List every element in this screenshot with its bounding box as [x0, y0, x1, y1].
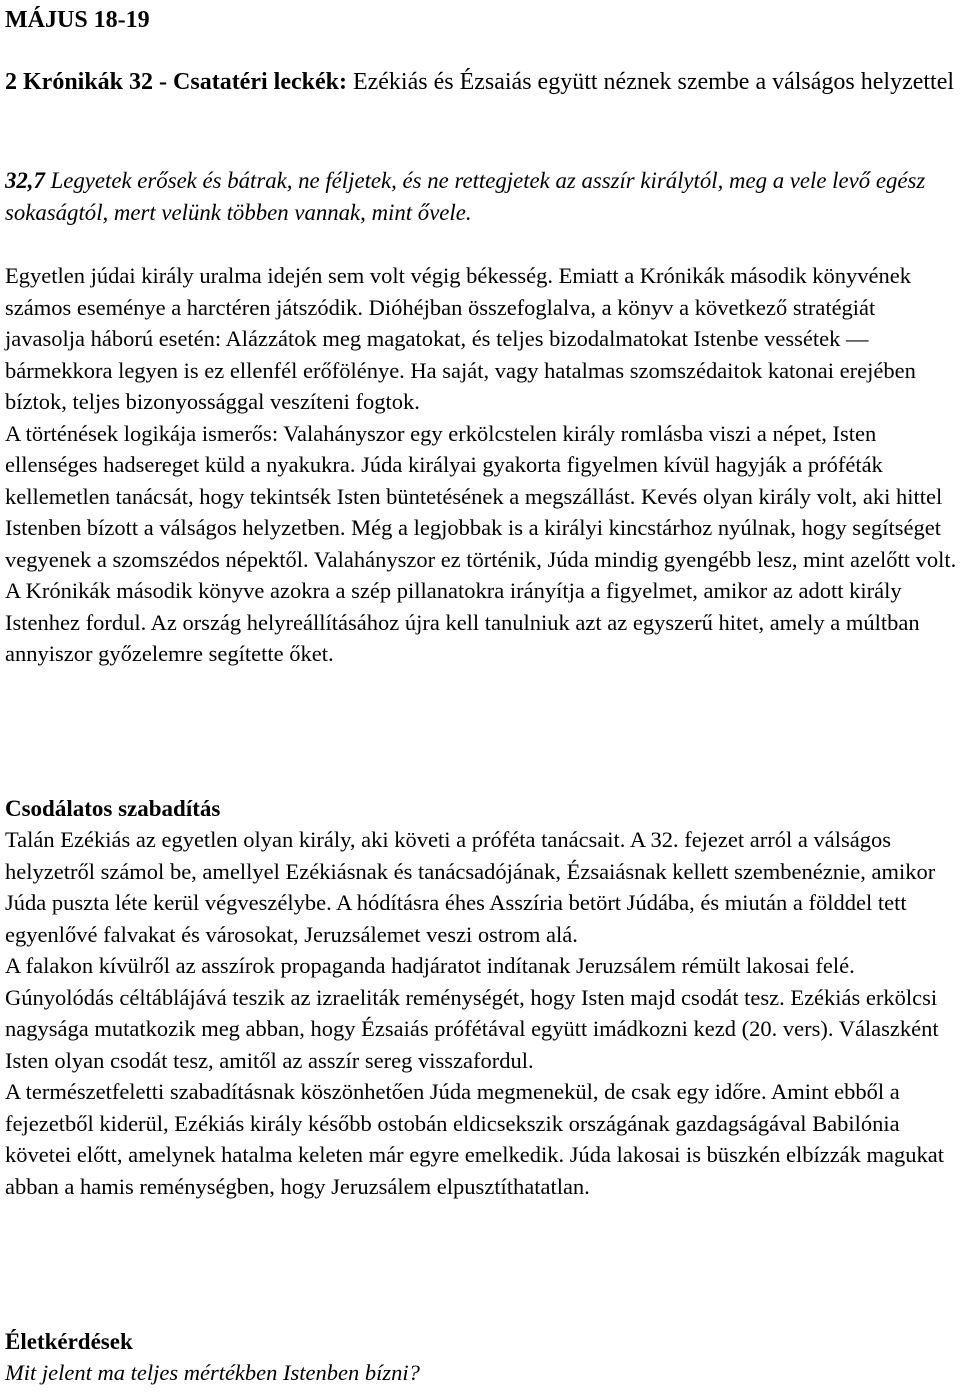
lesson-title [5, 66, 957, 98]
lesson-title-text: Ezékiás és Ézsaiás együtt néznek szembe a válságos helyzettel [346, 69, 955, 95]
life-question: Mit jelent ma teljes mértékben Istenben bízni? [5, 1360, 420, 1385]
paragraph: Talán Ezékiás az egyetlen olyan király, aki követi a próféta tanácsait. A 32. fejezet arról a válságos helyzetről számol be, amellyel Ezékiásnak és tanácsadójának, Ézsaiásnak kellett szembenéznie, amikor Júda puszta léte kerül végveszélybe. A hódításra éhes Asszíria betört Júdába, és miután a földdel tett egyenlővé falvakat és városokat, Jeruzsálemet veszi ostrom alá. [5, 827, 936, 947]
paragraph: Egyetlen júdai király uralma idején sem volt végig békesség. Emiatt a Krónikák második könyvének számos eseménye a harctéren játszódik. Dióhéjban összefoglalva, a könyv a következő stratégiát javasolja háború esetén: Alázzátok meg magatokat, és teljes bizodalmatokat Istenbe vessétek — bármekkora legyen is ez ellenfél erőfölénye. Ha saját, vagy hatalmas szomszédaitok katonai erejében bíztok, teljes bizonyossággal veszíteni fogtok. [5, 263, 916, 414]
section-heading-deliverance: Csodálatos szabadítás [5, 796, 221, 821]
paragraph: A falakon kívülről az asszírok propaganda hadjáratot indítanak Jeruzsálem rémült lakosai felé. Gúnyolódás céltáblájává teszik az izraeliták reménységét, hogy Isten majd csodát tesz. Ezékiás erkölcsi nagysága mutatkozik meg abban, hogy Ézsaiás prófétával együtt imádkozni kezd (20. vers). Válaszként Isten olyan csodát tesz, amitől az asszír sereg visszafordul. [5, 953, 939, 1073]
key-verse-reference: 32,7 [5, 168, 45, 193]
section-heading-life-questions: Életkérdések [5, 1329, 133, 1354]
date-heading: MÁJUS 18-19 [5, 7, 150, 33]
paragraph: A történések logikája ismerős: Valahányszor egy erkölcstelen király romlásba viszi a népet, Isten ellenséges hadsereget küld a nyakukra. Júda királyai gyakorta figyelmen kívül hagyják a próféták kellemetlen tanácsát, hogy tekintsék Isten büntetésének a megszállást. Kevés olyan király volt, aki hittel Istenben bízott a válságos helyzetben. Még a legjobbak is a királyi kincstárhoz nyúlnak, hogy segítséget vegyenek a szomszédos népektől. Valahányszor ez történik, Júda mindig gyengébb lesz, mint azelőtt volt. [5, 420, 957, 572]
key-verse-text: Legyetek erősek és bátrak, ne féljetek, és ne rettegjetek az asszír királytól, meg a vele levő egész sokaságtól, mert velünk többen vannak, mint ővele. [5, 168, 926, 225]
key-verse [5, 165, 957, 228]
paragraph: A természetfeletti szabadításnak köszönhetően Júda megmenekül, de csak egy időre. Amint ebből a fejezetből kiderül, Ezékiás király később ostobán eldicsekszik országának gazdagságával Babilónia követei előtt, amelynek hatalma keleten már egyre emelkedik. Júda lakosai is büszkén elbízzák magukat abban a hamis reménységben, hogy Jeruzsálem elpusztíthatatlan. [5, 1079, 945, 1199]
lesson-title-reference: 2 Krónikák 32 - Csatatéri leckék: [5, 69, 347, 95]
section-deliverance [5, 824, 957, 1202]
section-intro [5, 260, 957, 670]
paragraph: A Krónikák második könyve azokra a szép pillanatokra irányítja a figyelmet, amikor az adott király Istenhez fordul. Az ország helyreállításához újra kell tanulniuk azt az egyszerű hitet, amely a múltban annyiszor győzelemre segítette őket. [5, 578, 920, 666]
